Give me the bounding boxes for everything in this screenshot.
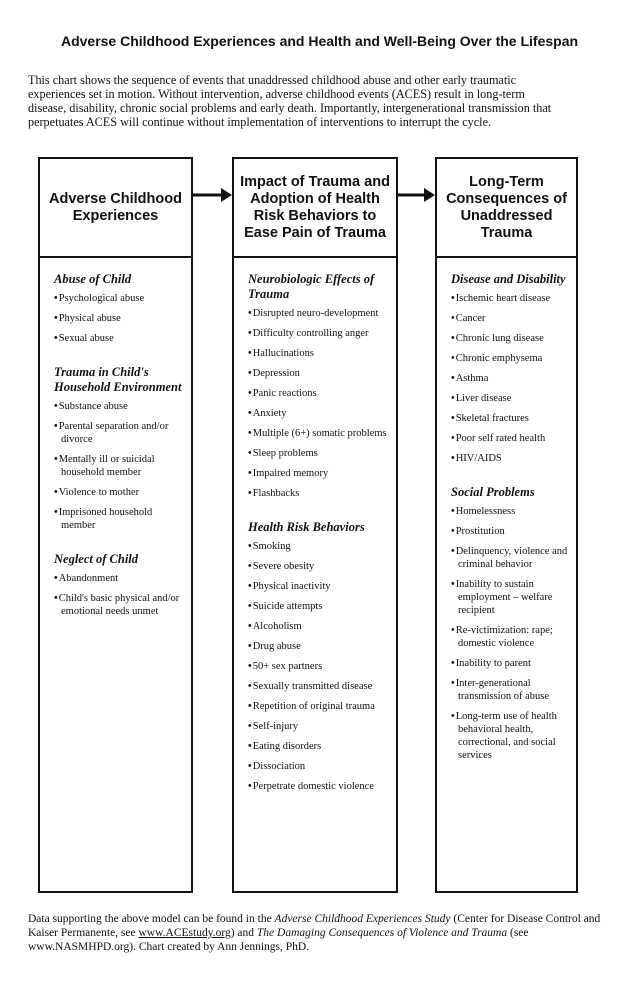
list-item: • Inability to sustain employment – welfare recipient [451, 578, 568, 617]
list-item: • Sexual abuse [54, 332, 183, 345]
list-item: • Inability to parent [451, 657, 568, 670]
list-item: • HIV/AIDS [451, 452, 568, 465]
list-item: • Suicide attempts [248, 600, 388, 613]
report-title: The Damaging Consequences of Violence and Trauma [256, 927, 508, 939]
section [248, 520, 388, 793]
list-item: • Eating disorders [248, 740, 388, 753]
footer-text: Data supporting the above model can be found in the [28, 913, 275, 925]
section [54, 552, 183, 618]
list-item: • Asthma [451, 372, 568, 385]
intro-line: perpetuates ACES will continue without implementation of interventions to interrupt the cycle. [28, 115, 492, 129]
page-title: Adverse Childhood Experiences and Health and Well-Being Over the Lifespan [60, 33, 579, 49]
list-item: • Inter-generational transmission of abuse [451, 677, 568, 703]
list-item: • Chronic lung disease [451, 332, 568, 345]
section [451, 485, 568, 762]
list-item: • Homelessness [451, 505, 568, 518]
intro-paragraph [28, 73, 612, 129]
list-item: • Re-victimization: rape; domestic violence [451, 624, 568, 650]
intro-line: disease, disability, chronic social problems and early death. Importantly, intergenerational transmission that [28, 101, 552, 115]
list-item: • Delinquency, violence and criminal behavior [451, 545, 568, 571]
section-title: Trauma in Child's Household Environment [54, 365, 182, 394]
arrow-right-icon [398, 186, 436, 204]
intro-line: experiences set in motion. Without intervention, adverse childhood events (ACES) result in long-term [28, 87, 525, 101]
section-title: Disease and Disability [451, 272, 566, 286]
column-header: Impact of Trauma and Adoption of Health Risk Behaviors to Ease Pain of Trauma [234, 159, 396, 258]
section [248, 272, 388, 500]
list-item: • Cancer [451, 312, 568, 325]
list-item: • Flashbacks [248, 487, 388, 500]
footer-text: ) and [230, 927, 257, 939]
list-item: • Drug abuse [248, 640, 388, 653]
list-item: • Depression [248, 367, 388, 380]
list-item: • Abandonment [54, 572, 183, 585]
section-title: Neglect of Child [54, 552, 139, 566]
section [54, 272, 183, 345]
list-item: • Ischemic heart disease [451, 292, 568, 305]
list-item: • Disrupted neuro-development [248, 307, 388, 320]
list-item: • Skeletal fractures [451, 412, 568, 425]
section-title: Health Risk Behaviors [248, 520, 365, 534]
list-item: • Parental separation and/or divorce [54, 420, 183, 446]
study-title: Adverse Childhood Experiences Study [274, 913, 451, 925]
list-item: • Physical abuse [54, 312, 183, 325]
column-adverse-experiences [38, 157, 193, 893]
section [54, 365, 183, 532]
list-item: • Difficulty controlling anger [248, 327, 388, 340]
acestudy-link[interactable]: www.ACEstudy.org [138, 927, 231, 939]
section-title: Social Problems [451, 485, 535, 499]
arrow-right-icon [193, 186, 233, 204]
list-item: • 50+ sex partners [248, 660, 388, 673]
footer-citation [28, 912, 618, 954]
list-item: • Hallucinations [248, 347, 388, 360]
section-title: Abuse of Child [54, 272, 132, 286]
list-item: • Anxiety [248, 407, 388, 420]
list-item: • Substance abuse [54, 400, 183, 413]
list-item: • Mentally ill or suicidal household member [54, 453, 183, 479]
list-item: • Severe obesity [248, 560, 388, 573]
footer-text: (see www.NASMHPD.org). Chart created by Ann Jennings, PhD. [28, 927, 529, 953]
list-item: • Long-term use of health behavioral health, correctional, and social services [451, 710, 568, 762]
list-item: • Physical inactivity [248, 580, 388, 593]
list-item: • Psychological abuse [54, 292, 183, 305]
list-item: • Alcoholism [248, 620, 388, 633]
list-item: • Poor self rated health [451, 432, 568, 445]
list-item: • Violence to mother [54, 486, 183, 499]
list-item: • Prostitution [451, 525, 568, 538]
list-item: • Impaired memory [248, 467, 388, 480]
list-item: • Panic reactions [248, 387, 388, 400]
intro-line: This chart shows the sequence of events that unaddressed childhood abuse and other early traumatic [28, 73, 517, 87]
list-item: • Multiple (6+) somatic problems [248, 427, 388, 440]
list-item: • Sleep problems [248, 447, 388, 460]
list-item: • Smoking [248, 540, 388, 553]
list-item: • Imprisoned household member [54, 506, 183, 532]
section-title: Neurobiologic Effects of Trauma [248, 272, 375, 301]
list-item: • Chronic emphysema [451, 352, 568, 365]
list-item: • Dissociation [248, 760, 388, 773]
column-impact-of-trauma [232, 157, 398, 893]
footer-text: (Center for Disease Control and Kaiser Permanente, see [28, 913, 601, 939]
column-header: Long-Term Consequences of Unaddressed Trauma [437, 159, 576, 258]
list-item: • Sexually transmitted disease [248, 680, 388, 693]
section [451, 272, 568, 465]
list-item: • Child's basic physical and/or emotional needs unmet [54, 592, 183, 618]
list-item: • Liver disease [451, 392, 568, 405]
list-item: • Self-injury [248, 720, 388, 733]
list-item: • Perpetrate domestic violence [248, 780, 388, 793]
list-item: • Repetition of original trauma [248, 700, 388, 713]
column-long-term-consequences [435, 157, 578, 893]
column-header: Adverse Childhood Experiences [40, 159, 191, 258]
